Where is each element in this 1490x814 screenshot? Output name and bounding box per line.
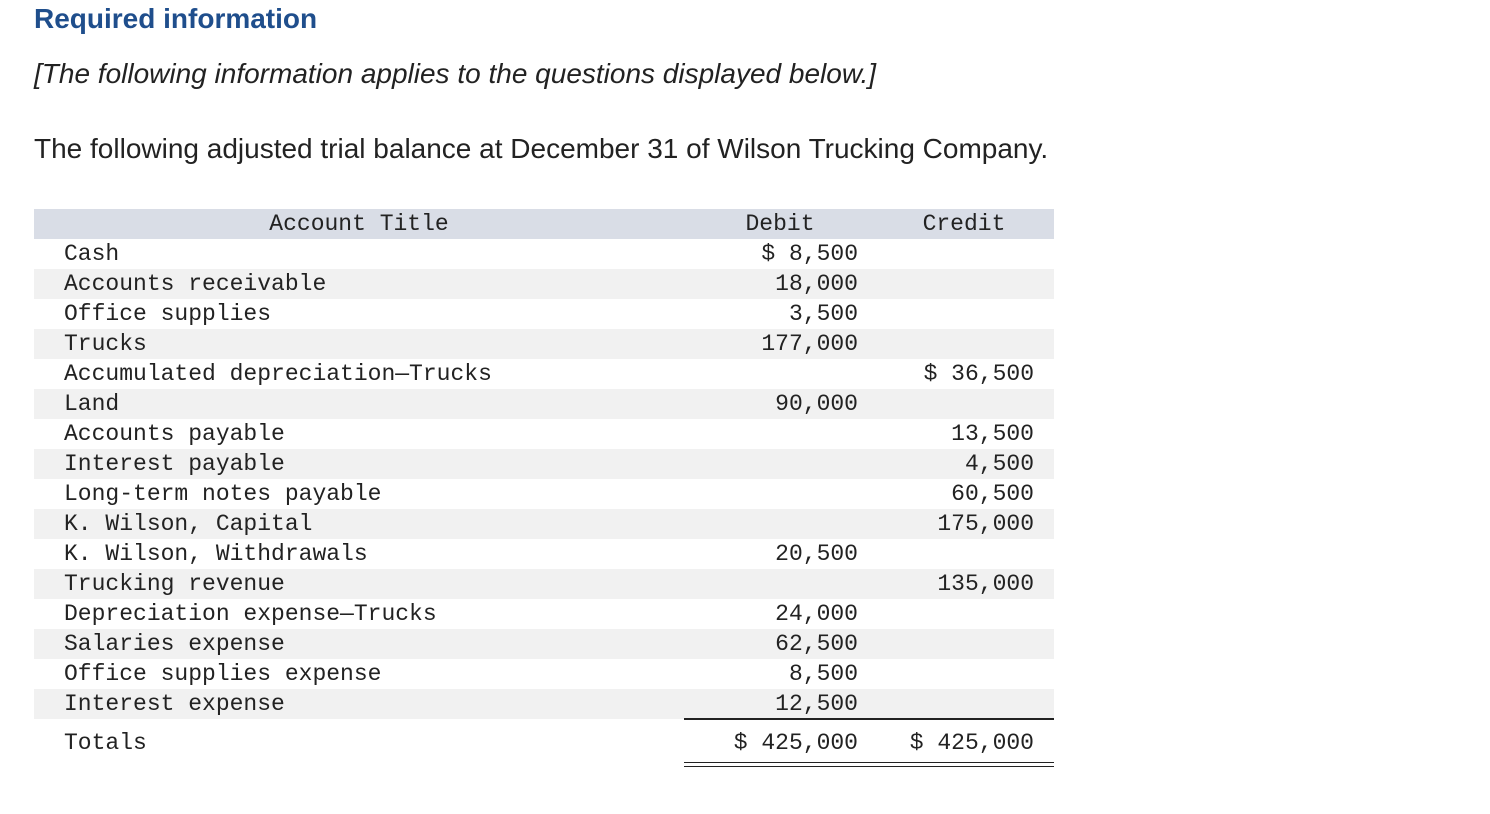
credit-double-underline bbox=[876, 762, 1054, 767]
trial-balance-table bbox=[34, 209, 1054, 756]
account-title: Office supplies expense bbox=[64, 661, 382, 687]
account-title: Interest payable bbox=[64, 451, 285, 477]
account-title: Accounts payable bbox=[64, 421, 285, 447]
account-title: Trucks bbox=[64, 331, 147, 357]
credit-amount bbox=[874, 269, 1034, 299]
debit-header: Debit bbox=[745, 211, 815, 237]
account-title: Accumulated depreciation—Trucks bbox=[64, 361, 492, 387]
credit-amount: 13,500 bbox=[951, 421, 1034, 447]
account-title: K. Wilson, Capital bbox=[64, 511, 313, 537]
credit-amount: 60,500 bbox=[951, 481, 1034, 507]
debit-double-underline bbox=[684, 762, 876, 767]
table-row bbox=[34, 569, 1054, 599]
intro-text: The following adjusted trial balance at December 31 of Wilson Trucking Company. bbox=[34, 133, 1049, 164]
account-title: Cash bbox=[64, 241, 120, 267]
credit-amount: 175,000 bbox=[937, 511, 1034, 537]
totals-label: Totals bbox=[64, 730, 147, 756]
credit-total: $ 425,000 bbox=[909, 730, 1034, 756]
credit-amount bbox=[874, 599, 1034, 629]
table-row bbox=[34, 689, 1054, 719]
account-title: Office supplies bbox=[64, 301, 272, 327]
account-title: K. Wilson, Withdrawals bbox=[64, 541, 368, 567]
credit-amount bbox=[874, 659, 1034, 689]
credit-subtotal-rule bbox=[876, 718, 1054, 720]
credit-amount bbox=[874, 299, 1034, 329]
account-title: Trucking revenue bbox=[64, 571, 285, 597]
debit-amount: $ 8,500 bbox=[761, 241, 858, 267]
credit-amount bbox=[874, 689, 1034, 719]
table-row bbox=[34, 239, 1054, 269]
table-row bbox=[34, 269, 1054, 299]
table-row bbox=[34, 599, 1054, 629]
totals-row bbox=[34, 728, 1054, 758]
debit-amount bbox=[684, 419, 858, 449]
credit-amount bbox=[874, 389, 1034, 419]
required-information-heading: Required information bbox=[34, 3, 318, 34]
debit-amount: 18,000 bbox=[775, 271, 858, 297]
credit-amount: 4,500 bbox=[964, 451, 1034, 477]
table-row bbox=[34, 449, 1054, 479]
table-row bbox=[34, 299, 1054, 329]
debit-amount bbox=[684, 569, 858, 599]
account-title: Depreciation expense—Trucks bbox=[64, 601, 437, 627]
table-row bbox=[34, 509, 1054, 539]
debit-amount: 62,500 bbox=[775, 631, 858, 657]
table-row bbox=[34, 479, 1054, 509]
account-title: Interest expense bbox=[64, 691, 285, 717]
debit-amount: 24,000 bbox=[775, 601, 858, 627]
debit-amount: 12,500 bbox=[775, 691, 858, 717]
table-row bbox=[34, 359, 1054, 389]
credit-amount bbox=[874, 329, 1034, 359]
debit-amount bbox=[684, 449, 858, 479]
account-title: Accounts receivable bbox=[64, 271, 327, 297]
table-row bbox=[34, 539, 1054, 569]
applies-note: [The following information applies to the questions displayed below.] bbox=[34, 58, 877, 89]
credit-amount: $ 36,500 bbox=[923, 361, 1034, 387]
debit-amount bbox=[684, 479, 858, 509]
debit-amount bbox=[684, 509, 858, 539]
account-title-header: Account Title bbox=[269, 211, 449, 237]
account-title: Land bbox=[64, 391, 120, 417]
account-title: Long-term notes payable bbox=[64, 481, 382, 507]
table-row bbox=[34, 329, 1054, 359]
table-row bbox=[34, 389, 1054, 419]
debit-total: $ 425,000 bbox=[733, 730, 858, 756]
debit-amount: 90,000 bbox=[775, 391, 858, 417]
credit-header: Credit bbox=[922, 211, 1006, 237]
account-title: Salaries expense bbox=[64, 631, 285, 657]
debit-amount: 8,500 bbox=[788, 661, 858, 687]
debit-amount: 177,000 bbox=[761, 331, 858, 357]
debit-subtotal-rule bbox=[684, 718, 876, 720]
credit-amount bbox=[874, 539, 1034, 569]
credit-amount: 135,000 bbox=[937, 571, 1034, 597]
debit-amount: 20,500 bbox=[775, 541, 858, 567]
table-row bbox=[34, 419, 1054, 449]
table-row bbox=[34, 659, 1054, 689]
debit-amount bbox=[684, 359, 858, 389]
table-row bbox=[34, 629, 1054, 659]
debit-amount: 3,500 bbox=[788, 301, 858, 327]
table-header-row bbox=[34, 209, 1054, 239]
credit-amount bbox=[874, 239, 1034, 269]
credit-amount bbox=[874, 629, 1034, 659]
